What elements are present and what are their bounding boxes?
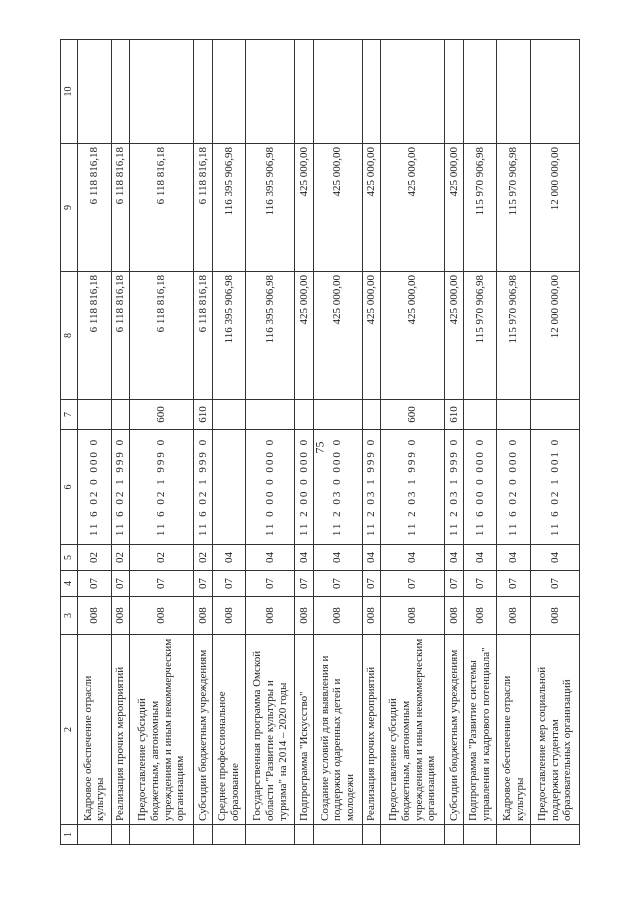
header-cell: 6 bbox=[61, 430, 78, 545]
table-cell: 04 bbox=[497, 545, 531, 571]
table-cell bbox=[497, 40, 531, 144]
table-row bbox=[497, 40, 531, 845]
table-cell: 008 bbox=[381, 597, 445, 635]
table-cell: 07 bbox=[246, 571, 295, 597]
table-row bbox=[531, 40, 580, 845]
table-cell bbox=[295, 40, 314, 144]
header-cell: 10 bbox=[61, 40, 78, 144]
table-cell: Подпрограмма "Искусство" bbox=[295, 635, 314, 825]
table-cell: 07 bbox=[78, 571, 112, 597]
table-cell bbox=[381, 40, 445, 144]
table-cell: 07 bbox=[295, 571, 314, 597]
table-cell bbox=[295, 400, 314, 430]
table-cell: 11 6 02 1 999 0 bbox=[111, 430, 130, 545]
table-cell: 6 118 816,18 bbox=[194, 144, 213, 272]
table-cell: 6 118 816,18 bbox=[111, 272, 130, 400]
table-cell: 6 118 816,18 bbox=[111, 144, 130, 272]
table-cell bbox=[194, 825, 213, 845]
table-cell: 115 970 906,98 bbox=[497, 272, 531, 400]
table-cell: 04 bbox=[531, 545, 580, 571]
table-row bbox=[463, 40, 497, 845]
table-cell: 425 000,00 bbox=[362, 272, 381, 400]
table-cell bbox=[463, 825, 497, 845]
table-cell bbox=[246, 825, 295, 845]
table-cell bbox=[313, 400, 362, 430]
table-cell: Среднее профессиональное образование bbox=[212, 635, 246, 825]
table-cell: 02 bbox=[194, 545, 213, 571]
table-cell: Создание условий для выявления и поддержки одаренных детей и молодежи bbox=[313, 635, 362, 825]
table-cell bbox=[497, 825, 531, 845]
table-cell: Предоставление мер социальной поддержки студентам образовательных организаций bbox=[531, 635, 580, 825]
table-cell bbox=[78, 40, 112, 144]
table-cell: Субсидии бюджетным учреждениям bbox=[445, 635, 464, 825]
table-cell: 600 bbox=[381, 400, 445, 430]
table-cell bbox=[111, 400, 130, 430]
table-cell: 04 bbox=[445, 545, 464, 571]
table-cell: 04 bbox=[246, 545, 295, 571]
table-cell: 116 395 906,98 bbox=[212, 144, 246, 272]
table-cell: 11 6 00 0 000 0 bbox=[463, 430, 497, 545]
table-row bbox=[111, 40, 130, 845]
table-cell: 07 bbox=[362, 571, 381, 597]
table-cell: 11 6 02 1 999 0 bbox=[194, 430, 213, 545]
table-cell: 07 bbox=[111, 571, 130, 597]
table-cell: 04 bbox=[313, 545, 362, 571]
table-cell: Предоставление субсидий бюджетным, автономным учреждениям и иным некоммерческим организациям bbox=[381, 635, 445, 825]
table-cell: 008 bbox=[111, 597, 130, 635]
table-row bbox=[212, 40, 246, 845]
table-cell: 11 2 03 1 999 0 bbox=[445, 430, 464, 545]
table-cell: 04 bbox=[463, 545, 497, 571]
table-cell: 425 000,00 bbox=[313, 272, 362, 400]
table-cell: 04 bbox=[381, 545, 445, 571]
header-cell: 5 bbox=[61, 545, 78, 571]
table-cell: Субсидии бюджетным учреждениям bbox=[194, 635, 213, 825]
table-cell: 11 2 03 0 000 0 bbox=[313, 430, 362, 545]
table-cell: 07 bbox=[497, 571, 531, 597]
table-cell bbox=[381, 825, 445, 845]
table-cell bbox=[362, 400, 381, 430]
table-cell: 02 bbox=[78, 545, 112, 571]
table-cell bbox=[463, 400, 497, 430]
table-cell bbox=[130, 825, 194, 845]
table-cell: 008 bbox=[362, 597, 381, 635]
table-cell bbox=[212, 400, 246, 430]
table-cell: 425 000,00 bbox=[381, 272, 445, 400]
table-cell bbox=[78, 825, 112, 845]
table-cell: 02 bbox=[130, 545, 194, 571]
table-cell: 425 000,00 bbox=[445, 144, 464, 272]
table-cell: Подпрограмма "Развитие системы управления и кадрового потенциала" bbox=[463, 635, 497, 825]
table-cell bbox=[246, 40, 295, 144]
table-cell bbox=[463, 40, 497, 144]
table-cell bbox=[445, 40, 464, 144]
table-cell: 425 000,00 bbox=[295, 144, 314, 272]
table-cell: 610 bbox=[194, 400, 213, 430]
header-cell: 9 bbox=[61, 144, 78, 272]
table-cell: Предоставление субсидий бюджетным, автономным учреждениям и иным некоммерческим организациям bbox=[130, 635, 194, 825]
table-cell bbox=[212, 430, 246, 545]
table-cell bbox=[531, 400, 580, 430]
table-cell: 425 000,00 bbox=[362, 144, 381, 272]
table-cell: 6 118 816,18 bbox=[130, 272, 194, 400]
header-cell: 4 bbox=[61, 571, 78, 597]
table-cell: 07 bbox=[194, 571, 213, 597]
table-cell: 610 bbox=[445, 400, 464, 430]
table-cell bbox=[313, 825, 362, 845]
header-cell: 3 bbox=[61, 597, 78, 635]
table-cell: 008 bbox=[313, 597, 362, 635]
table-cell: 6 118 816,18 bbox=[130, 144, 194, 272]
header-cell: 2 bbox=[61, 635, 78, 825]
table-cell: 07 bbox=[130, 571, 194, 597]
table-cell: 115 970 906,98 bbox=[497, 144, 531, 272]
table-cell: 11 2 00 0 000 0 bbox=[295, 430, 314, 545]
table-cell: 6 118 816,18 bbox=[78, 272, 112, 400]
table-cell: 11 6 02 0 000 0 bbox=[497, 430, 531, 545]
table-cell bbox=[111, 40, 130, 144]
table-cell: 008 bbox=[497, 597, 531, 635]
table-cell: 12 000 000,00 bbox=[531, 272, 580, 400]
table-cell: 11 6 02 1 001 0 bbox=[531, 430, 580, 545]
table-cell: 07 bbox=[531, 571, 580, 597]
table-row bbox=[362, 40, 381, 845]
header-cell: 1 bbox=[61, 825, 78, 845]
table-cell: 02 bbox=[111, 545, 130, 571]
table-cell: Кадровое обеспечение отрасли культуры bbox=[497, 635, 531, 825]
table-cell: 008 bbox=[130, 597, 194, 635]
table-cell: 116 395 906,98 bbox=[246, 144, 295, 272]
table-row bbox=[194, 40, 213, 845]
table-cell: 6 118 816,18 bbox=[194, 272, 213, 400]
table-cell: 11 0 00 0 000 0 bbox=[246, 430, 295, 545]
table-cell: Реализация прочих мероприятий bbox=[111, 635, 130, 825]
table-cell: 008 bbox=[78, 597, 112, 635]
table-cell: Государственная программа Омской области "Развитие культуры и туризма" на 2014 – 2020 годы bbox=[246, 635, 295, 825]
table-cell: 008 bbox=[295, 597, 314, 635]
table-cell: 04 bbox=[362, 545, 381, 571]
table-row bbox=[295, 40, 314, 845]
header-cell: 7 bbox=[61, 400, 78, 430]
page-number: 75 bbox=[312, 441, 327, 454]
table-cell: 425 000,00 bbox=[445, 272, 464, 400]
table-cell: 04 bbox=[295, 545, 314, 571]
table-cell bbox=[212, 825, 246, 845]
table-cell: 07 bbox=[212, 571, 246, 597]
budget-table bbox=[60, 39, 580, 845]
table-cell: 07 bbox=[463, 571, 497, 597]
table-cell: 425 000,00 bbox=[313, 144, 362, 272]
table-row bbox=[445, 40, 464, 845]
table-cell: 115 970 906,98 bbox=[463, 144, 497, 272]
table-cell bbox=[212, 40, 246, 144]
header-row bbox=[61, 40, 78, 845]
table-cell: 008 bbox=[194, 597, 213, 635]
table-cell bbox=[497, 400, 531, 430]
table-cell: 425 000,00 bbox=[295, 272, 314, 400]
table-cell: Реализация прочих мероприятий bbox=[362, 635, 381, 825]
table-row bbox=[381, 40, 445, 845]
table-cell bbox=[295, 825, 314, 845]
table-cell: 008 bbox=[531, 597, 580, 635]
table-row bbox=[130, 40, 194, 845]
table-cell bbox=[445, 825, 464, 845]
table-cell: 07 bbox=[445, 571, 464, 597]
table-row bbox=[78, 40, 112, 845]
table-cell: 11 2 03 1 999 0 bbox=[381, 430, 445, 545]
table-cell: 12 000 000,00 bbox=[531, 144, 580, 272]
table-cell: Кадровое обеспечение отрасли культуры bbox=[78, 635, 112, 825]
table-row bbox=[246, 40, 295, 845]
table-cell: 115 970 906,98 bbox=[463, 272, 497, 400]
header-cell: 8 bbox=[61, 272, 78, 400]
table-cell: 116 395 906,98 bbox=[246, 272, 295, 400]
table-cell: 600 bbox=[130, 400, 194, 430]
table-cell: 425 000,00 bbox=[381, 144, 445, 272]
table-cell: 008 bbox=[212, 597, 246, 635]
table-cell: 008 bbox=[463, 597, 497, 635]
table-cell: 07 bbox=[313, 571, 362, 597]
table-cell bbox=[111, 825, 130, 845]
table-cell bbox=[362, 825, 381, 845]
table-cell: 11 2 03 1 999 0 bbox=[362, 430, 381, 545]
table-cell bbox=[313, 40, 362, 144]
table-cell: 11 6 02 0 000 0 bbox=[78, 430, 112, 545]
budget-table-rotated bbox=[60, 40, 580, 845]
table-cell: 04 bbox=[212, 545, 246, 571]
table-cell bbox=[531, 825, 580, 845]
table-cell: 008 bbox=[246, 597, 295, 635]
table-cell: 07 bbox=[381, 571, 445, 597]
table-row bbox=[313, 40, 362, 845]
table-cell bbox=[246, 400, 295, 430]
table-cell bbox=[130, 40, 194, 144]
table-cell: 116 395 906,98 bbox=[212, 272, 246, 400]
table-cell bbox=[78, 400, 112, 430]
table-cell: 008 bbox=[445, 597, 464, 635]
table-cell: 6 118 816,18 bbox=[78, 144, 112, 272]
table-cell bbox=[531, 40, 580, 144]
table-cell bbox=[362, 40, 381, 144]
table-cell bbox=[194, 40, 213, 144]
table-cell: 11 6 02 1 999 0 bbox=[130, 430, 194, 545]
